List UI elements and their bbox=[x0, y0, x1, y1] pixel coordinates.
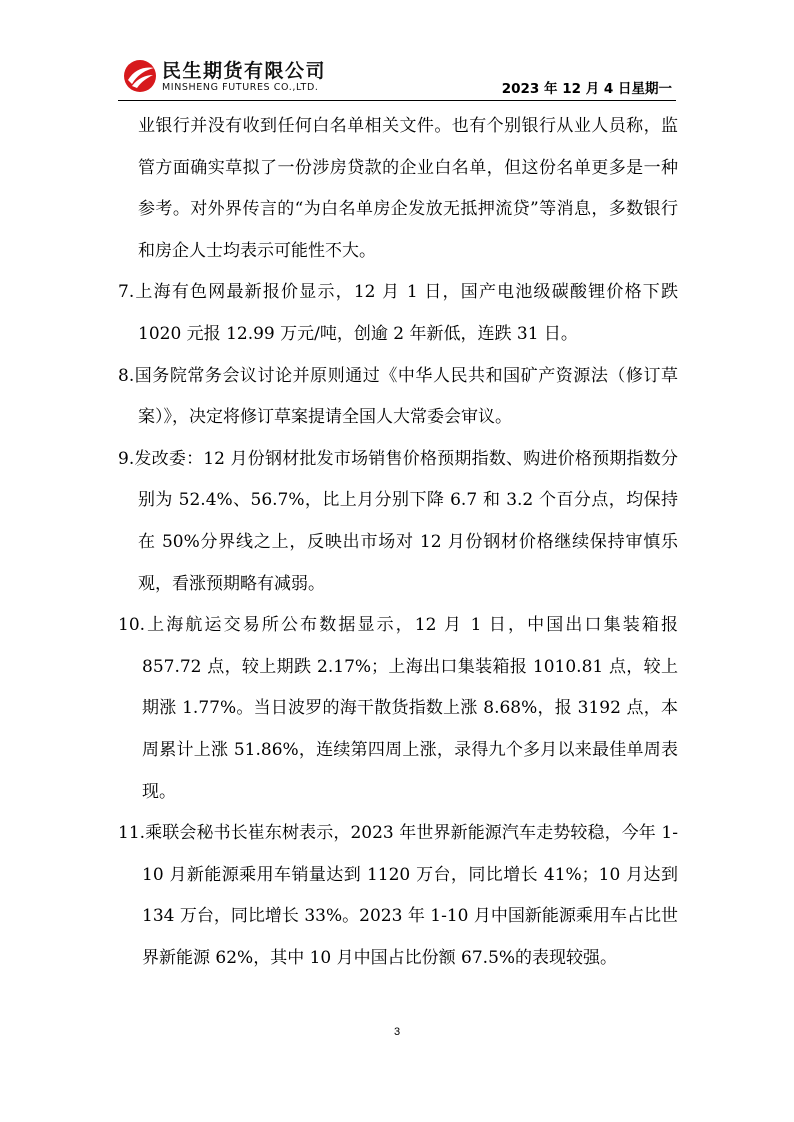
paragraph-continued: 业银行并没有收到任何白名单相关文件。也有个别银行从业人员称，监管方面确实草拟了一份涉房贷款的企业白名单，但这份名单更多是一种参考。对外界传言的“为白名单房企发放无抵押流贷”等消息，多数银行和房企人士均表示可能性不大。 bbox=[138, 116, 678, 261]
news-item-11: 11.乘联会秘书长崔东树表示，2023 年世界新能源汽车走势较稳，今年 1-10 月新能源乘用车销量达到 1120 万台，同比增长 41%；10 月达到 134 万台，同比增长 33%。2023 年 1-10 月中国新能源乘用车占比世界新能源 62%，其中 10 月中国占比份额 67.5%的表现较强。 bbox=[118, 823, 678, 968]
news-item-7: 7.上海有色网最新报价显示，12 月 1 日，国产电池级碳酸锂价格下跌 1020 元报 12.99 万元/吨，创逾 2 年新低，连跌 31 日。 bbox=[118, 282, 678, 344]
page-header bbox=[118, 50, 676, 101]
page-number: 3 bbox=[393, 1026, 401, 1038]
minsheng-logo-icon bbox=[122, 58, 158, 94]
report-date: 2023 年 12 月 4 日星期一 bbox=[501, 81, 672, 97]
company-name-en: MINSHENG FUTURES CO.,LTD. bbox=[162, 82, 319, 93]
company-logo bbox=[118, 56, 418, 96]
news-item-10: 10.上海航运交易所公布数据显示，12 月 1 日，中国出口集装箱报 857.72 点，较上期跌 2.17%；上海出口集装箱报 1010.81 点，较上期涨 1.77%。当日波罗的海干散货指数上涨 8.68%，报 3192 点，本周累计上涨 51.86%，连续第四周上涨，录得九个多月以来最佳单周表现。 bbox=[118, 615, 678, 802]
news-item-9: 9.发改委：12 月份钢材批发市场销售价格预期指数、购进价格预期指数分别为 52.4%、56.7%，比上月分别下降 6.7 和 3.2 个百分点，均保持在 50%分界线之上，反映出市场对 12 月份钢材价格继续保持审慎乐观，看涨预期略有减弱。 bbox=[118, 448, 678, 594]
news-item-8: 8.国务院常务会议讨论并原则通过《中华人民共和国矿产资源法（修订草案）》，决定将修订草案提请全国人大常委会审议。 bbox=[118, 365, 678, 428]
news-content bbox=[118, 106, 678, 979]
company-name-cn: 民生期货有限公司 bbox=[162, 60, 327, 82]
